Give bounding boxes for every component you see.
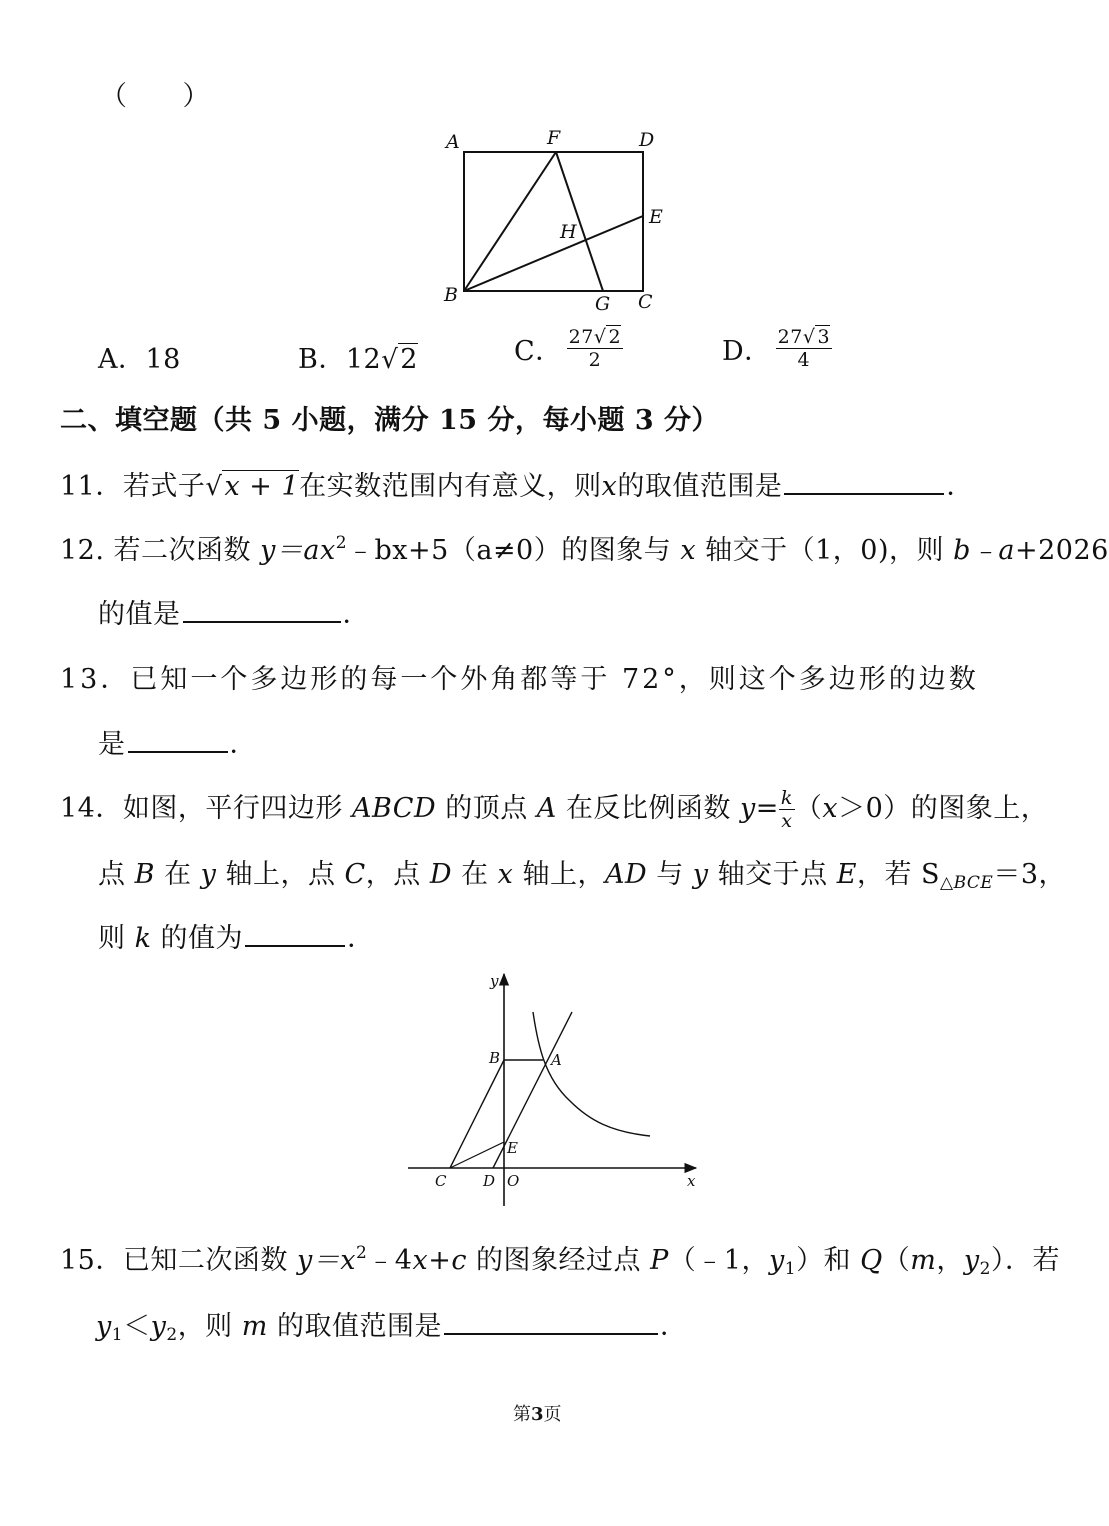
- segment-be: [464, 216, 643, 291]
- label-g: G: [595, 293, 611, 315]
- segment-ce: [450, 1142, 504, 1168]
- rectangle-figure: [440, 124, 670, 319]
- answer-blank[interactable]: [444, 1309, 658, 1335]
- label-c: C: [435, 1172, 447, 1190]
- answer-blank[interactable]: [784, 469, 944, 495]
- rectangle-abcd: [464, 152, 643, 291]
- segment-cb: [450, 1060, 504, 1168]
- label-d: D: [639, 129, 655, 151]
- segment-bf: [464, 152, 556, 291]
- answer-blank[interactable]: [128, 727, 228, 753]
- question-11: 11．若式子√x + 1在实数范围内有意义，则x的取值范围是 ．: [60, 471, 974, 502]
- question-15-line1: 15．已知二次函数 $y=x^2﹣4x+c$ 的图象经过点 P（﹣1，$y_1$）和 Q（m，$y_2$）．若: [60, 1243, 1060, 1279]
- option-a: A．18: [98, 344, 181, 375]
- option-c: C． $\frac{27√ 2}{2}$: [514, 326, 622, 371]
- label-x: x: [687, 1172, 696, 1190]
- section-title: 二、填空题（共 5 小题，满分 15 分，每小题 3 分）: [60, 405, 720, 436]
- label-h: H: [560, 221, 577, 243]
- question-14-line1: 14．如图，平行四边形 ABCD 的顶点 A 在反比例函数 y= $\frac{k}{x}$ （x＞0）的图象上，: [60, 787, 1049, 832]
- page-number: 第3页: [513, 1404, 562, 1425]
- question-15-line2: $y_1<y_2$，则 m 的取值范围是 ．: [96, 1311, 688, 1345]
- question-14-line3: 则 k 的值为 ．: [98, 923, 375, 954]
- label-a: A: [551, 1051, 562, 1069]
- label-o: O: [507, 1172, 520, 1190]
- answer-paren: （ ）: [100, 81, 210, 112]
- question-14-line2: 点 B 在 y 轴上，点 C，点 D 在 x 轴上，AD 与 y 轴交于点 E，若 $S_{\triangle BCE}=3$，: [98, 859, 1067, 893]
- question-13-line2: 是 ．: [98, 729, 257, 760]
- label-y: y: [490, 972, 499, 990]
- answer-blank[interactable]: [183, 597, 341, 623]
- label-f: F: [547, 127, 561, 149]
- label-b: B: [444, 284, 458, 306]
- hyperbola-curve: [533, 1012, 650, 1136]
- label-c: C: [638, 291, 653, 313]
- label-a: A: [446, 131, 460, 153]
- label-e: E: [507, 1139, 518, 1157]
- coordinate-figure: [400, 966, 705, 1211]
- question-13-line1: 13．已知一个多边形的每一个外角都等于 72°，则这个多边形的边数: [60, 664, 979, 695]
- answer-blank[interactable]: [245, 921, 345, 947]
- label-e: E: [649, 206, 663, 228]
- question-12-line2: 的值是 ．: [98, 599, 370, 630]
- label-d: D: [483, 1172, 496, 1190]
- option-d: D． $\frac{27√ 3}{4}$: [722, 326, 831, 371]
- question-12-line1: 12. 若二次函数 $y=ax^2﹣bx+5(a\ne 0)$的图象与 x 轴交于（1，0)，则 b﹣a+2026: [60, 533, 1109, 566]
- label-b: B: [489, 1049, 501, 1067]
- option-b: B．12√2: [298, 344, 418, 375]
